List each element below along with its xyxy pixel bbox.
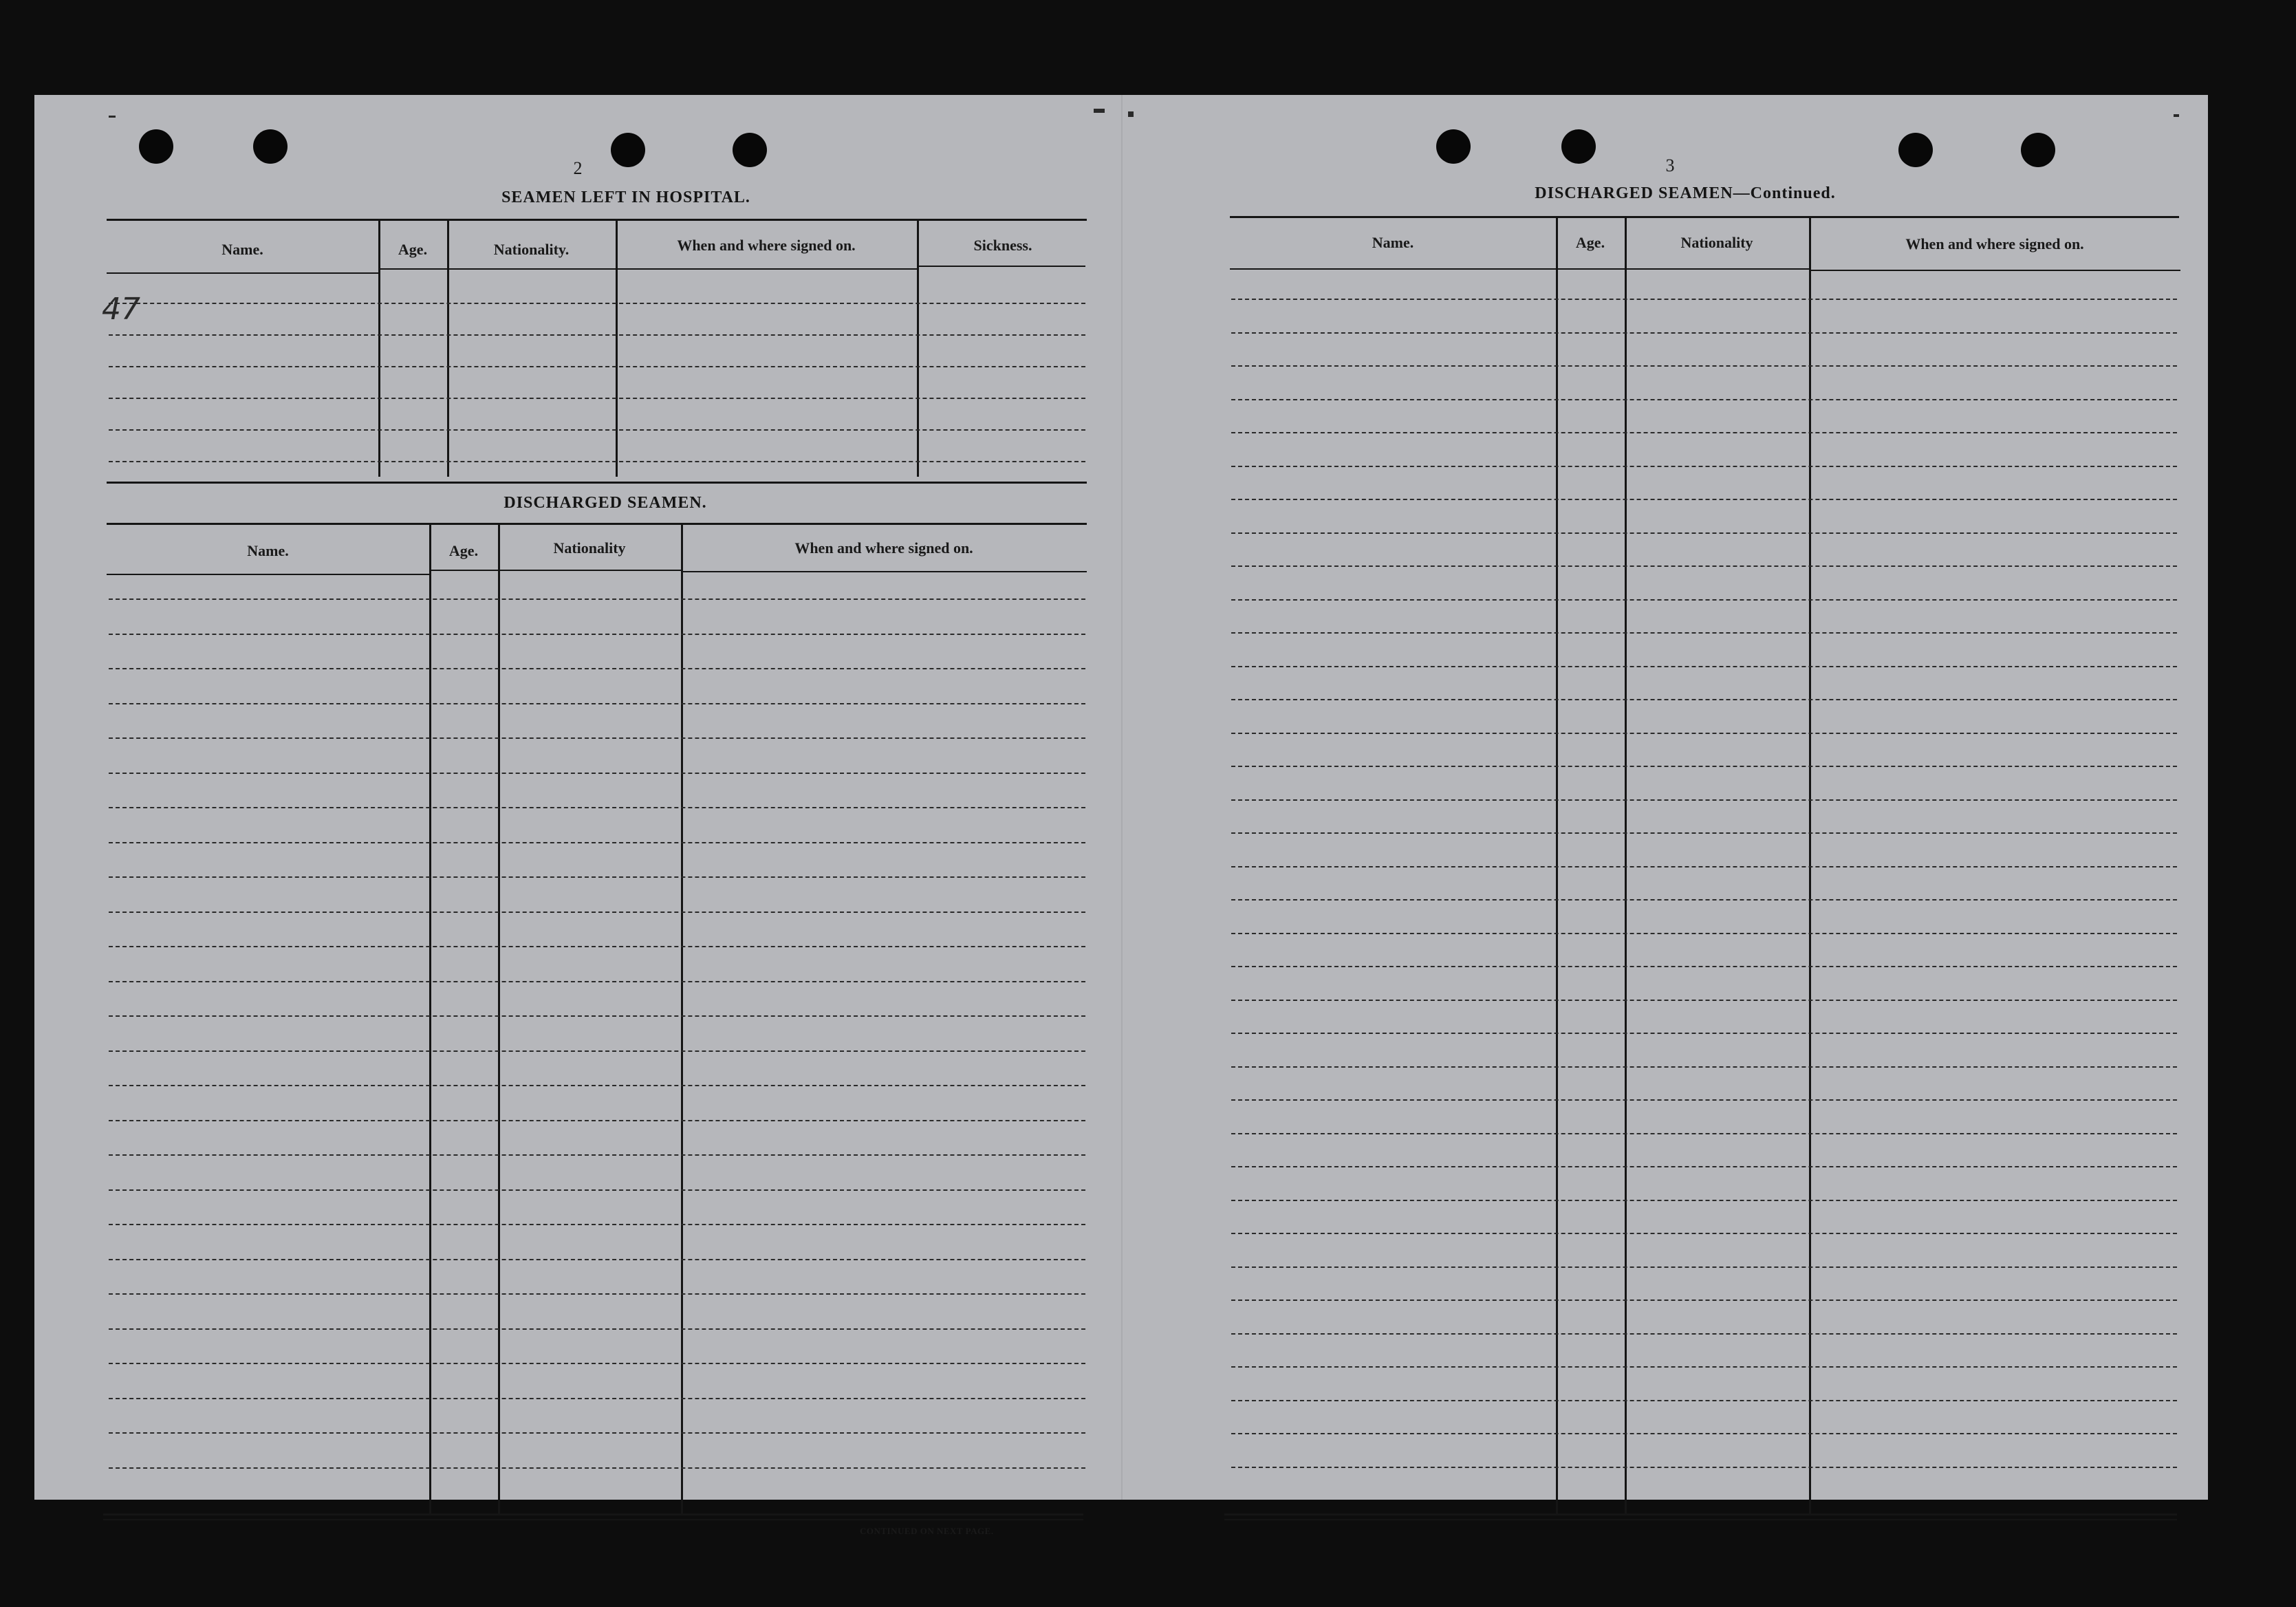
table-row [1231,1099,2177,1101]
right-page [1121,95,2208,1500]
table-row [109,737,1085,739]
table-row [1231,1233,2177,1234]
table-row [1231,1200,2177,1201]
table-row [109,1467,1085,1469]
page-number: 2 [573,158,583,178]
table-row [109,1154,1085,1156]
table-row [109,398,1085,399]
table-row [109,366,1085,367]
table-row [1231,1000,2177,1001]
table-top-rule [1230,216,2179,218]
table-row [109,303,1085,304]
table-row [1231,399,2177,400]
page-number: 3 [1665,155,1675,175]
paper-speck [1128,111,1134,117]
table-row [109,1328,1085,1330]
table-row [109,668,1085,669]
table-row [109,807,1085,808]
table-row [1231,1467,2177,1468]
table-row [109,334,1085,336]
table-row [109,1398,1085,1399]
table-row [1231,1033,2177,1034]
column-divider [917,221,919,477]
table-row [1231,1266,2177,1268]
table-row [1231,1333,2177,1335]
table-row [1231,799,2177,801]
paper-speck [1094,109,1105,113]
column-divider [429,525,431,1514]
table-row [109,1120,1085,1121]
column-divider [378,221,380,477]
column-header-signed-on: When and where signed on. [794,539,973,557]
handwritten-mark: 47 [102,292,140,327]
table-row [1231,332,2177,334]
table-row [109,1085,1085,1086]
punch-hole [1561,129,1596,164]
table-bottom-rule [103,1513,1083,1516]
table-row [109,1224,1085,1225]
column-header-nationality: Nationality [1680,234,1753,251]
table-row [1231,1366,2177,1368]
table-row [109,1259,1085,1260]
table-row [1231,1066,2177,1068]
column-header-age: Age. [1575,234,1605,251]
discharged-section-title: DISCHARGED SEAMEN. [503,494,707,512]
table-row [1231,966,2177,967]
header-underline [1809,270,2180,271]
table-row [109,1189,1085,1191]
table-row [1231,1133,2177,1134]
column-header-name: Name. [247,542,289,559]
table-row [109,981,1085,982]
header-underline [378,268,917,270]
punch-hole [733,133,767,167]
column-header-name: Name. [1372,234,1414,251]
column-header-age: Age. [448,542,479,559]
left-page [34,95,1121,1536]
table-row [1231,1433,2177,1434]
document-sheet [34,95,2208,1536]
table-row [109,429,1085,431]
table-row [1231,933,2177,934]
table-row [109,842,1085,843]
table-row [1231,565,2177,567]
table-row [109,876,1085,878]
table-row [1231,299,2177,300]
punch-hole [611,133,645,167]
column-divider [498,525,500,1514]
table-row [1231,466,2177,467]
column-divider [616,221,618,477]
column-header-sickness: Sickness. [973,237,1032,254]
table-row [109,703,1085,704]
table-row [1231,632,2177,634]
table-row [109,1293,1085,1295]
paper-speck [2174,114,2179,117]
table-row [109,634,1085,635]
table-row [109,912,1085,913]
hospital-section-title: SEAMEN LEFT IN HOSPITAL. [501,188,750,206]
header-underline [681,571,1087,572]
header-underline [917,266,1085,267]
punch-hole [253,129,288,164]
header-underline [429,570,681,571]
punch-hole [1436,129,1471,164]
table-bottom-rule [1224,1519,2177,1520]
table-bottom-rule [1224,1513,2177,1516]
header-underline [1556,268,1625,270]
section-separator [107,482,1087,484]
table-row [1231,699,2177,700]
column-header-signed-on: When and where signed on. [677,237,856,254]
column-header-age: Age. [398,241,428,258]
header-underline [107,272,378,274]
table-row [1231,532,2177,534]
discharged-continued-title: DISCHARGED SEAMEN—Continued. [1535,184,1836,202]
table-row [109,1050,1085,1052]
column-divider [447,221,449,477]
table-row [1231,1166,2177,1167]
table-row [1231,766,2177,767]
table-row [109,461,1085,462]
table-row [1231,832,2177,834]
table-row [1231,599,2177,601]
table-row [1231,866,2177,867]
table-row [1231,1400,2177,1401]
table-top-rule [107,219,1087,221]
column-header-name: Name. [221,241,263,258]
table-row [1231,499,2177,500]
table-row [1231,365,2177,367]
table-row [1231,733,2177,734]
paper-speck [109,116,116,118]
punch-hole [1898,133,1933,167]
table-row [1231,666,2177,667]
table-row [109,773,1085,774]
table-row [1231,432,2177,433]
punch-hole [139,129,173,164]
table-row [109,1015,1085,1017]
header-underline [107,574,429,575]
table-bottom-rule [103,1519,1083,1520]
table-row [109,946,1085,947]
table-row [1231,1299,2177,1301]
continued-note: CONTINUED ON NEXT PAGE. [860,1526,994,1536]
header-underline [1230,268,1556,270]
table-row [109,1363,1085,1364]
header-underline [1625,268,1809,270]
column-header-signed-on: When and where signed on. [1905,235,2084,252]
table-top-rule [107,523,1087,525]
column-divider [681,525,683,1514]
table-row [1231,899,2177,900]
table-row [109,1432,1085,1434]
column-header-nationality: Nationality. [493,241,570,258]
table-row [109,598,1085,600]
column-header-nationality: Nationality [553,539,626,557]
punch-hole [2021,133,2055,167]
